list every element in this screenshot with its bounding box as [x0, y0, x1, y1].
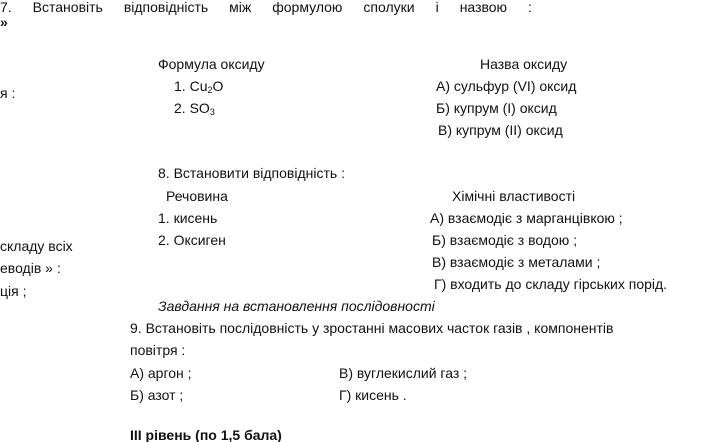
q8-property-a: А) взаємодіє з марганцівкою ;: [430, 210, 623, 226]
q7-title-word: і: [435, 0, 439, 15]
q7-title-word: :: [528, 0, 532, 15]
q9-option-v: В) вуглекислий газ ;: [339, 365, 468, 381]
q9-line-1: 9. Встановіть послідовність у зростанні масових часток газів , компонентів: [130, 320, 614, 336]
q7-title-word: сполуки: [363, 0, 415, 15]
q7-formula-tail: O: [212, 78, 224, 94]
q9-option-a: А) аргон ;: [130, 365, 192, 381]
q7-formula-base: Cu: [189, 78, 208, 94]
left-fragment-tsiya: ція ;: [0, 283, 27, 299]
q9-option-b: Б) азот ;: [130, 387, 184, 403]
q7-formula-subscript: 3: [209, 107, 215, 117]
q7-col-left-header: Формула оксиду: [158, 56, 265, 72]
q7-title-word: назвою: [459, 0, 508, 15]
q9-option-g: Г) кисень .: [339, 387, 407, 403]
q7-name-a: А) сульфур (VI) оксид: [436, 78, 577, 94]
q8-title: 8. Встановити відповідність :: [158, 165, 345, 181]
q7-formula-num: 2.: [174, 100, 186, 116]
q8-substance-2: 2. Оксиген: [158, 232, 226, 248]
q8-substance-1: 1. кисень: [158, 210, 218, 226]
q7-formula-num: 1.: [174, 78, 186, 94]
cutoff-heading-text: ІІІ рівень (по 1,5 бала): [130, 428, 282, 442]
left-fragment-quote: »: [0, 14, 8, 30]
q8-col-left-header: Речовина: [166, 188, 228, 204]
q7-name-b: Б) купрум (I) оксид: [436, 100, 557, 116]
cutoff-heading: [130, 428, 282, 442]
left-fragment-vodiv: еводів » :: [0, 260, 61, 276]
q7-col-right-header: Назва оксиду: [480, 56, 568, 72]
q7-title-word: формулою: [272, 0, 343, 15]
section-heading: Завдання на встановлення послідовності: [158, 298, 435, 314]
q7-title-word: 7.: [0, 0, 12, 15]
q7-name-v: В) купрум (II) оксид: [438, 122, 563, 138]
q7-formula-subscript: 2: [207, 85, 213, 95]
q9-line-2: повітря :: [130, 342, 186, 358]
q8-property-b: Б) взаємодіє з водою ;: [432, 232, 578, 248]
q7-title-word: Встановіть: [32, 0, 103, 15]
q8-property-v: В) взаємодіє з металами ;: [432, 254, 601, 270]
q7-title-word: відповідність: [123, 0, 209, 15]
q7-title-word: між: [229, 0, 252, 15]
q7-formula-base: SO: [189, 100, 210, 116]
q8-property-g: Г) входить до складу гірських порід.: [434, 276, 668, 292]
q7-formula-1: [174, 79, 223, 93]
left-fragment-ya: я :: [0, 85, 16, 101]
q8-col-right-header: Хімічні властивості: [452, 188, 576, 204]
q7-title: [0, 0, 532, 14]
q7-formula-2: [174, 101, 215, 115]
left-fragment-skladu: складу всіх: [0, 238, 73, 254]
